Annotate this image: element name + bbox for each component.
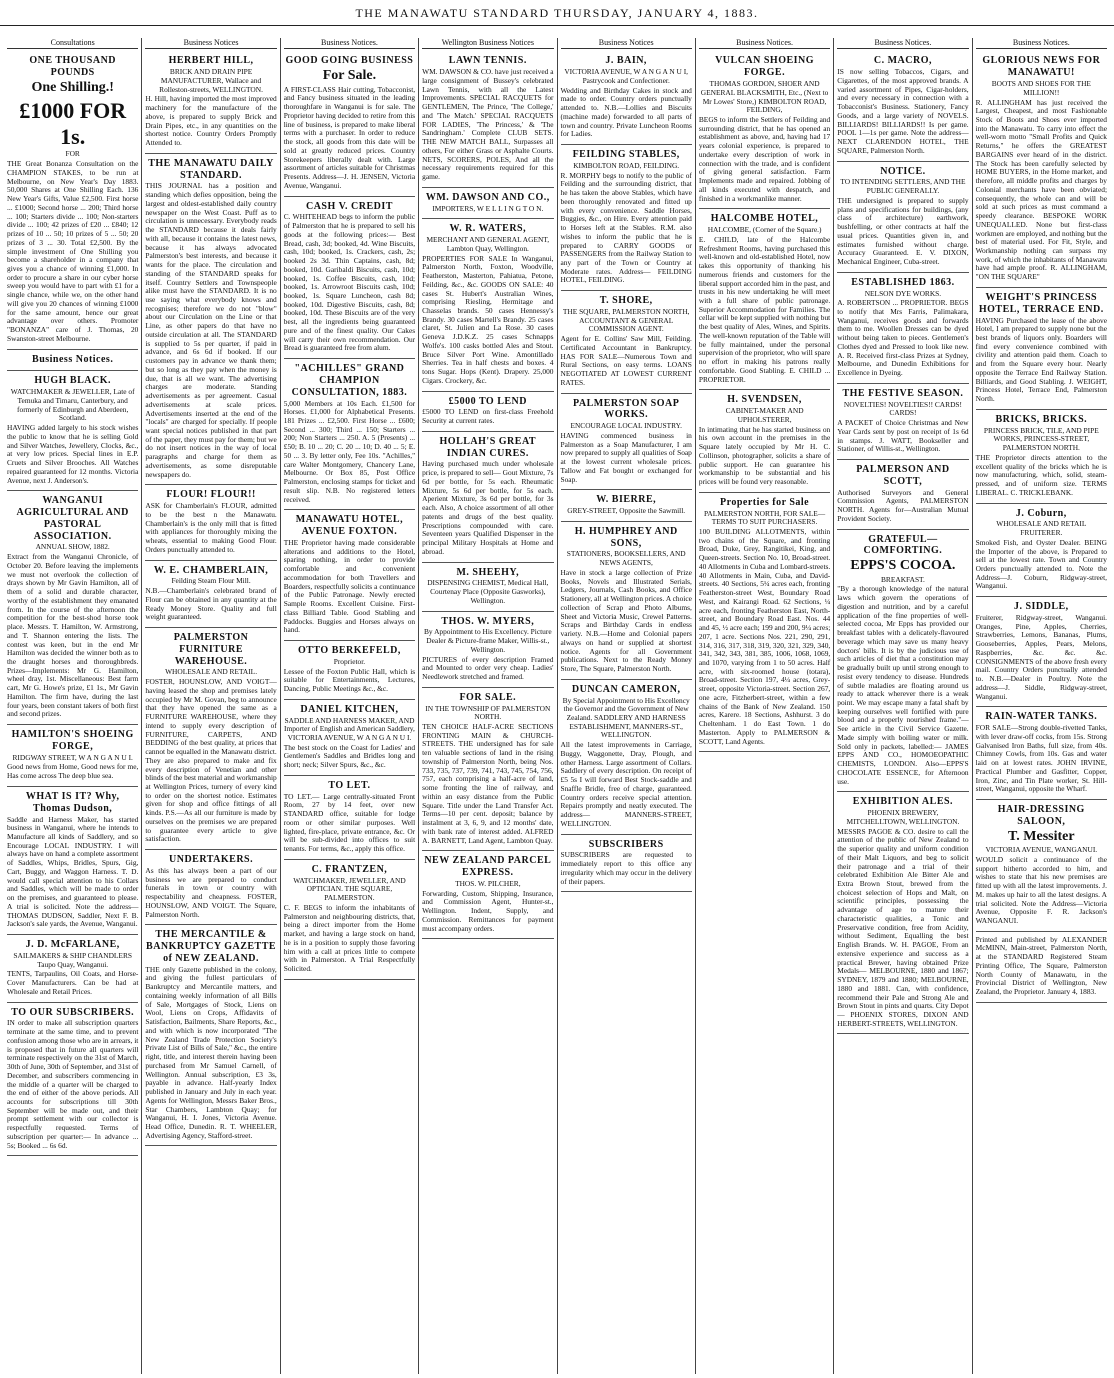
advertisement [561, 145, 692, 291]
ad-heading: W. R. WATERS, [449, 223, 527, 235]
ad-subheading: TO INTENDING SETTLERS, AND THE PUBLIC GENERALLY. [840, 177, 966, 196]
ad-heading: PALMERSTON FURNITURE WAREHOUSE. [173, 632, 249, 667]
ad-heading: W. BIERRE, [596, 494, 657, 506]
ad-body: MESSRS PAGOE & CO. desire to call the attention of the public of New Zealand to the superior quality and uniform condition of their Malt Liquors, and beg to solicit their patronage and a trial of their celebrated Exhibition Ale Bitter Ale and Extra Brown Stout, brewed from the choicest selection of Hops and Malt, on scientific principles, possessing the advantage of age to mature their characteristic qualities, a Tonic and Preservative condition, free from Acidity, without Sediment, Equalling the best English Brands. W. H. PAGOE, From an extensive experience and success as a practical Brewer, having obtained Prize Medals— MELBOURNE, 1880 and 1867; SYDNEY, 1879 and 1880; MELBOURNE, 1880 and 1881. Can, with confidence, recommend their Pale and Strong Ale and Brown Stout in pints and quarts. City Depot— PHOENIX STORES, DIXON AND HERBERT-STREETS, WELLINGTON. [837, 826, 969, 1028]
column-header: Business Notices. [284, 38, 415, 49]
advertisement [7, 491, 138, 725]
ad-body: IS now selling Tobaccos, Cigars, and Cigarettes, of the most approved brands. A varied assortment of Pipes, Cigar-holders, and every necessary in connection with a Tobacconist's Business. Stationery, Fancy Goods, and a large variety of NOVELS. BILLIARDS! BILLIARDS!! Is per game. POOL 1—1s per game. Note the address— NEXT CLARENDON HOTEL, THE SQUARE, Palmerston North. [837, 67, 969, 155]
advertisement [284, 197, 415, 360]
ad-body: Saddle and Harness Maker, has started business in Wanganui, where he intends to Manufacture all kinds of Saddlery, and so Encourage LOCAL INDUSTRY. I will always have on hand a complete assortment of Saddles, Whips, Bridles, Spurs, Gig, Cart, Buggy, and Waggon Harness. T. D. would call special attention to his Collars and Saddles, which will be made to order on the premises, and guaranteed to please. A trial is solicited. Note the address— THOMAS DUDSON, Saddler, Next F. B. Jackson's sale yards, the Avenue, Wanganui. [7, 814, 139, 929]
advertisement [561, 835, 692, 893]
advertisement [976, 932, 1107, 1003]
ad-heading: CASH V. CREDIT [305, 200, 393, 212]
ad-heading: DUNCAN CAMERON, [571, 683, 681, 695]
column-header: Business Notices [561, 38, 692, 49]
ad-heading: ESTABLISHED 1863. [851, 276, 955, 288]
ad-heading: "ACHILLES" GRAND CHAMPION CONSULTATION, 1883. [291, 363, 408, 398]
ad-heading: PALMERSON AND SCOTT, [856, 464, 950, 487]
ad-heading: WEIGHT'S PRINCESS HOTEL, TERRACE END. [978, 291, 1104, 315]
ad-body: Agent for E. Collins' Saw Mill, Feilding. Certificated Accountant in Bankruptcy. HAS FOR SALE—Numerous Town and Rural Sections, on easy terms. LOANS NEGOTIATED AT LOWEST CURRENT RATES. [560, 334, 692, 387]
ad-body: IN order to make all subscription quarters terminate at the same time, and to prevent confusion among those who are in arrears, it is proposed that in future all quarters will terminate respectively on the 31st of March, 30th of June, 30th of September, and 31st of December, and subscribers commencing in the middle of a quarter will be charged to the end of either of the above periods. All accounts for subscriptions till 30th September will be made out, and their prompt settlement with our collector is respectfully requested. Terms of subscription per quarter:— In advance ... 5s; Booked ... 6s 6d. [7, 1018, 139, 1150]
ad-body: WM. DAWSON & CO. have just received a large consignment of Bussey's celebrated Lawn Tennis, with all the Latest Improvements. SPECIAL RACQUETS for GENTLEMEN, The Prince, 'The College,' and 'The Match.' SPECIAL RACQUETS FOR LADIES, 'The Princess,' & 'The Sandringham.' Complete CLUB SETS. THE NEW MATCH BALL, Surpasses all others, For either Grass or Asphalte Courts. NETS, SCORERS, POLES, And all the necessary requirements required for this game. [422, 67, 554, 182]
ad-body: A FIRST-CLASS Hair cutting, Tobacconist, and Fancy business situated in the leading thoroughfare in Wanganui is for sale. The Proprietor having decided to retire from this line of business, is prepared to make liberal terms with a purchaser. In order to reduce the stock, all goods from this date will be sold at greatly reduced prices. Country Storekeepers liberally dealt with. Large assortment of articles suitable for Christmas Presents. Address—J. H. JENSEN, Victoria Avenue, Wanganui. [283, 84, 416, 190]
ad-heading: VULCAN SHOEING FORGE. [715, 55, 815, 79]
ad-body: TO LET.— Large centrally-situated Front Room, 27 by 14 feet, over new STANDARD office, suitable for lodge room or other similar purposes. Well lighted, fire-place, private entrance, &c. Or will be sub-divided into offices to suit tenants. For terms, &c., apply this office. [283, 791, 416, 854]
ad-body: £5000 TO LEND on first-class Freehold Security at current rates. [422, 407, 554, 426]
ad-heading: WANGANUI AGRICULTURAL AND PASTORAL ASSOCIATION. [16, 495, 129, 542]
ad-body: R. MORPHY begs to notify to the public of Feilding and the surrounding district, that he has taken the above Stables, which have been thoroughly renovated and fitted up with every convenience. Saddle Horses, Buggies, &c., on Hire. Every attention paid to Horses left at the Stables. R.M. also wishes to inform the public that he is prepared to CARRY GOODS or PASSENGERS from the Railway Station to any part of the Town or Country at Moderate rates. Address— FEILDING HOTEL, FEILDING. [560, 170, 692, 285]
ad-subheading: THE SQUARE, PALMERSTON NORTH, ACCOUNTANT & GENERAL COMMISSION AGENT. [562, 306, 690, 334]
advertisement [145, 850, 276, 925]
ad-heading: OTTO BERKEFELD, [297, 644, 401, 656]
advertisement [699, 51, 830, 209]
ad-heading: THOS. W. MYERS, [441, 615, 535, 627]
masthead: THE MANAWATU STANDARD THURSDAY, JANUARY 4, 1883. [0, 0, 1114, 26]
ad-subheading: ANNUAL SHOW, 1882. [35, 542, 110, 552]
ad-subheading: DISPENSING CHEMIST, Medical Hall, Courtenay Place (Opposite Gasworks), Wellington. [427, 578, 549, 605]
advertisement [837, 51, 968, 161]
ad-heading: FEILDING STABLES, [572, 149, 680, 161]
ad-body: HAVING commenced business in Palmerston as a Soap Manufacturer, I am now prepared to supply all qualities of Soap at the lowest current wholesale prices. Tallow and Fat bought or exchanged for Soap. [560, 430, 692, 484]
ad-heading: GOOD GOING BUSINESS [285, 55, 414, 67]
ad-body: HAVING added largely to his stock wishes the public to know that he is selling Gold and Silver Watches, Jewellery, Clocks, &c., at very low prices. Special lines in E.P. Cruets and Silver Brooches. All Watches repaired guaranteed for 12 months. Victoria Avenue, next J. Anderson's. [7, 423, 139, 485]
ad-heading: RAIN-WATER TANKS. [985, 711, 1098, 723]
ad-body: H. Hill, having imported the most improved machinery for the manufacture of the above, is prepared to supply Brick and Drain Pipes, etc., in any quantities on the shortest notice. Country Orders Promptly Attended to. [145, 94, 277, 148]
ad-display-heading: For Sale. [322, 68, 377, 84]
advertisement [561, 291, 692, 393]
ad-heading: EXHIBITION ALES. [852, 796, 954, 808]
column-5 [558, 38, 696, 1374]
ad-heading: PALMERSTON SOAP WORKS. [573, 397, 680, 421]
advertisement [561, 522, 692, 680]
advertisement [7, 350, 138, 372]
ad-body: "By a thorough knowledge of the natural laws which govern the operations of digestion and nutrition, and by a careful application of the fine properties of well-selected cocoa, Mr Epps has provided our breakfast tables with a delicately-flavoured beverage which may save us many heavy doctors' bills. It is by the judicious use of such articles of diet that a constitution may be gradually built up until strong enough to resist every tendency to disease. Hundreds of subtle maladies are floating around us ready to attack wherever there is a weak point. We may escape many a fatal shaft by keeping ourselves well fortified with pure blood and a properly nourished frame."—See article in the Civil Service Gazette. Made simply with boiling water or milk. Sold only in packets, labelled:— JAMES EPPS AND CO., HOMOEOPATHIC CHEMISTS, LONDON. Also—EPPS'S CHOCOLATE ESSENCE, for Afternoon use. [837, 584, 969, 786]
ad-heading: GLORIOUS NEWS FOR MANAWATU! [982, 55, 1101, 79]
ad-subheading: WHOLESALE AND RETAIL. [165, 667, 258, 677]
columns-container [4, 38, 1110, 1374]
ad-body: ASK for Chamberlain's FLOUR, admitted to be the best n the Manawatu. Chamberlain's is the only mill that is fitted with appliances for thoroughly mixing the wheats, essential to making Good Flour. Orders punctually attended to. [145, 501, 277, 554]
ad-heading: £5000 TO LEND [448, 395, 527, 407]
ad-subheading: VICTORIA AVENUE, W A N G A N U I, Pastrycook and Confectioner. [564, 67, 689, 85]
advertisement [699, 209, 830, 390]
ad-heading: WM. DAWSON AND CO., [425, 191, 550, 203]
ad-subheading: PRINCESS BRICK, TILE, AND PIPE WORKS, PRINCESS-STREET, PALMERSTON NORTH. [983, 425, 1099, 453]
ad-body: Smoked Fish, and Oyster Dealer. BEING the Importer of the above, is Prepared to sell at the lowest rate. Town and Country Orders punctually attended to. Note the Address—J. Coburn, Ridgway-street, Wanganui. [975, 537, 1107, 591]
ad-body: SUBSCRIBERS are requested to immediately report to this office any irregularity which may occur in the delivery of their papers. [560, 850, 692, 886]
advertisement [145, 154, 276, 486]
ad-heading: GRATEFUL—COMFORTING. [863, 533, 943, 557]
ad-heading: THE MERCANTILE & BANKRUPTCY GAZETTE of NEW ZEALAND. [146, 929, 277, 964]
ad-body: THE Proprietor having made considerable alterations and additions to the Hotel, sparing nothing, in order to provide comfortable and convenient accommodation for both Travellers and Boarders, respectfully solicits a continuance of the Public Patronage. Newly erected Sample Rooms. Excellent Cuisine. First-class Billiard Table. Good Stabling and Paddocks. Buggies and Horses always on hand. [283, 537, 416, 635]
ad-heading: HERBERT HILL, [168, 55, 254, 67]
ad-body: All the latest improvements in Carriage, Buggy, Waggonette, Dray, Plough, and other Harness. Large assortment of Collars. Saddlery of every description. On receipt of £5 5s I will forward Best Stock-saddle and Snaffle Bridle, free of charge, guaranteed. Country orders receive special attention. Repairs promptly and neatly executed. The address— MANNERS-STREET, WELLINGTON. [560, 740, 692, 828]
ad-body: Have in stock a large collection of Prize Books, Novels and Illustrated Serials, Ledgers, Journals, Cash Books, and Office Stationery, all at Wellington prices. A choice collection of Scrap and Photo Albums, Sheet and Victoria Music, Crewel Patterns. Scraps and Birthday Cards in endless variety. N.B.—Home and Colonial papers always on hand or supplied at shortest notice. Agents for all Government publications. Next to the Ready Money Store, The Square, Palmerston North. [560, 567, 692, 673]
advertisement [422, 188, 553, 220]
ad-heading: C. FRANTZEN, [311, 863, 388, 875]
advertisement [284, 510, 415, 641]
ad-heading: Properties for Sale [720, 496, 810, 508]
ad-display-heading: T. Messiter [1008, 828, 1075, 844]
advertisement [561, 680, 692, 835]
ad-body: Having purchased much under wholesale price, is prepared to sell— Gout Mixture, 7s 6d per bottle, for 5s each. Rheumatic Mixture, 5s 6d per bottle, for 5s each. Aperient Mixture, 3s 6d per bottle, for 3s each. Also, A choice assortment of all other patents and drugs of the best quality. Prescriptions compounded with care. Seventeen years Qualified Dispenser in the principal Military Hospitals at Home and abroad. [422, 459, 554, 556]
advertisement [976, 51, 1107, 287]
ad-subheading: By Special Appointment to His Excellency the Governor and the Government of New Zealand. SADDLERY AND HARNESS ESTABLISHMENT, MANNERS-ST., WELLINGTON. [562, 695, 690, 740]
advertisement [284, 860, 415, 980]
ad-heading: J. BAIN, [605, 55, 647, 67]
ad-body: TEN CHOICE HALF-ACRE SECTIONS FRONTING MAIN & CHURCH-STREETS. THE undersigned has for sale ten valuable sections of land in the rising township of Palmerston North, being Nos. 733, 735, 737, 739, 741, 743, 745, 754, 756, 757, each comprising a half-acre of land, some fronting the line of railway, and within an easy distance from the Public Square. Title under the Land Transfer Act. Terms—10 per cent. deposit; balance by instalment at 3, 6, 9, and 12 months' date, with bank rate of interest added. ALFRED A. BARNETT, Land Agent, Lambton Quay. [422, 722, 554, 845]
column-6 [696, 38, 834, 1374]
column-header: Business Notices. [837, 38, 968, 49]
advertisement [837, 162, 968, 273]
ad-subheading: STATIONERS, BOOKSELLERS, AND NEWS AGENTS, [566, 549, 686, 568]
ad-subheading: HALCOMBE, (Corner of the Square.) [707, 225, 822, 235]
ad-subheading: FOR [65, 149, 80, 159]
ad-heading: W. E. CHAMBERLAIN, [153, 564, 269, 576]
ad-body: PICTURES of every description Framed and Mounted to order very cheap. Ladies' Needlework stretched and framed. [422, 654, 554, 681]
ad-subheading: Proprietor. [333, 656, 366, 666]
advertisement [422, 612, 553, 688]
ad-display-heading: EPPS'S COCOA. [850, 558, 956, 574]
ad-heading: UNDERTAKERS. [169, 854, 254, 866]
ad-heading: NOTICE. [880, 165, 926, 177]
ad-subheading: PALMERSTON NORTH, FOR SALE—TERMS TO SUIT PURCHASERS. [704, 508, 826, 527]
advertisement [837, 273, 968, 384]
advertisement [7, 787, 138, 935]
ad-heading: TO LET. [328, 779, 371, 791]
ad-body: FOR SALE—Strong double-rivetted Tanks, with lever draw-off cocks, from 15s. Strong Galvanised Iron Baths, full size, from 40s. Chimney Cowls, from 10s. Gas and water laid on at lowest rates. JOHN IRVINE, Practical Plumber and Gasfitter, Copper, Iron, Zinc, and Tin Plate worker, St. Hill-street, Wanganui, opposite the Wharf. [975, 723, 1107, 794]
ad-body: THE Great Bonanza Consultation on the CHAMPION STAKES, to be run at Melbourne, on New Year's Day 1883. 50,000 Shares at One Shilling Each. 136 New Year's Gifts, Value £2,500. First horse ... £1000; Second horse ... 200; Third horse ... 100; Starters divide ... 100; Non-starters divide ... 100; 42 prizes of £20 ... £840; 12 prizes of 10 ... 50; 10 prizes of 5 ... 50; 20 prizes of 3 ... 30. Total £2,500. By the simple investment of One Shilling you become a shareholder in a company that gives you a chance of winning £1,000. In order to procure a share in our cyber horse sweep you would have to part with £1 for a single chance, while we, on the other hand will give you 20 chances of winning £1000 for the same amount, hence our great advantage over others. Promoter "BONANZA" care of J. Thomas, 20 Swanston-street Melbourne. [7, 159, 139, 343]
column-2 [142, 38, 280, 1374]
advertisement [976, 504, 1107, 598]
ad-heading: WHAT IS IT? Why, Thomas Dudson, [25, 790, 120, 814]
ad-subheading: IMPORTERS, W E L L I N G T O N. [432, 203, 544, 213]
ad-subheading: WATCHMAKER, JEWELLER, AND OPTICIAN. THE SQUARE, PALMERSTON. [293, 875, 406, 903]
advertisement [145, 51, 276, 153]
ad-heading: HAMILTON'S SHOEING FORGE, [11, 729, 134, 752]
ad-display-heading: One Shilling.! [31, 80, 114, 96]
ad-heading: BRICKS, BRICKS. [995, 413, 1088, 425]
advertisement [422, 219, 553, 391]
ad-subheading: KIMBOLTON ROAD, FEILDING. [573, 160, 680, 170]
ad-heading: ONE THOUSAND POUNDS [29, 55, 117, 79]
advertisement [561, 51, 692, 145]
ad-body: Fruiterer, Ridgway-street, Wanganui. Oranges, Pine, Apples, Cherries, Strawberries, Lemons, Bananas, Plums, Gooseberries, Apples, Pears, Melons, Raspberries, &c. &c. &c. CONSIGNMENTS of the above fresh every mail. Country Orders punctually attended to. N.B.—Dealer in Poultry. Note the address—J. Siddle, Ridgway-street, Wanganui. [975, 613, 1107, 701]
ad-subheading: Feilding Steam Flour Mill. [171, 576, 251, 586]
ad-subheading: SADDLE AND HARNESS MAKER, AND Importer of English and American Saddlery, VICTORIA AVENUE, W A N G A N U I. [284, 715, 415, 742]
ad-subheading: CABINET-MAKER AND UPHOLSTERER, [725, 406, 804, 424]
advertisement [976, 707, 1107, 800]
ad-body: A. ROBERTSON ... PROPRIETOR. BEGS to notify that Mrs Farris, Palimakara, Wanganui, receives goods and forwards them to me. Woollen Dresses can be dyed without being taken to pieces. Gentlemen's Clothes dyed and Pressed to look like new. A. R. Received first-class Prizes at Sydney, Melbourne, and Dunedin Exhibitions for Excellence in Dyeing. [837, 298, 969, 378]
ad-heading: J. Coburn, [1015, 507, 1067, 519]
advertisement [422, 51, 553, 187]
advertisement [145, 561, 276, 628]
ad-heading: FOR SALE. [459, 691, 517, 703]
ad-heading: HUGH BLACK. [34, 375, 111, 387]
ad-subheading: SAILMAKERS & SHIP CHANDLERS Taupo Quay, Wanganui. [13, 950, 132, 969]
advertisement [422, 563, 553, 612]
ad-subheading: NOVELTIES! NOVELTIES!! CARDS! CARDS! [843, 399, 962, 418]
advertisement [7, 51, 138, 349]
advertisement [837, 530, 968, 793]
column-7 [834, 38, 972, 1374]
ad-body: As this has always been a part of our business we are prepared to conduct funerals in town or country with respectability and cheapness. FOSTER, HOUNSLOW, AND VOIGT. The Square, Palmerston North. [145, 865, 277, 919]
ad-body: THE undersigned is prepared to supply plans and specifications for buildings, (any class of architecture) earthwork, bushfelling, or other contracts at half the usual prices. Quantities given in, and estimates furnished without charge. Accuracy Guaranteed. E. V. DIXON, Mechanical Engineer, Cuba-street. [837, 195, 969, 266]
advertisement [7, 371, 138, 491]
ad-heading: DANIEL KITCHEN, [300, 703, 399, 715]
ad-subheading: VICTORIA AVENUE, WANGANUI. [985, 845, 1098, 855]
advertisement [284, 776, 415, 860]
ad-subheading: ENCOURAGE LOCAL INDUSTRY. [570, 421, 682, 431]
advertisement [7, 935, 138, 1002]
ad-heading: C. MACRO, [873, 55, 932, 67]
ad-body: WOULD solicit a continuance of the support hitherto accorded to him, and wishes to state that his new premises are fitted up with all the latest improvements. J. M. makes up hair to all the latest designs. A trial solicited. Note the Address—Victoria Avenue, Opposite F. R. Jackson's WANGANUI. [975, 854, 1107, 925]
ad-body: R. ALLINGHAM has just received the Largest, Cheapest, and most Fashionable Stock of Boots and Shoes ever imported into the Manawatu. To carry into effect the well-worn motto "Small Profits and Quick Returns," he offers the GREATEST BARGAINS ever heard of in the district. The Stock has been carefully selected by HOME BUYERS, in the Home market, and therefore, all middle profits and charges by Colonial merchants have been obviated; consequently, the whole can and will be sold at such prices as must command a speedy clearance. BESPOKE WORK UNEQUALLED. None but first-class workmen are employed, and nothing but the best of material used. For Fit, Style, and Workmanship nothing can surpass my work, of which the inhabitants of Manawatu have had ample proof. R. ALLINGHAM, "ON THE SQUARE" [975, 97, 1107, 282]
ad-body: Printed and published by ALEXANDER McMINN, Main-street, Palmerston North, at the STANDARD Registered Steam Printing Office, The Square, Palmerston North County of Manawatu, in the Provincial District of Wellington, New Zealand, the Proprietor. January 4, 1883. [975, 934, 1107, 997]
ad-body: The best stock on the Coast for Ladies' and Gentlemen's Saddles and Bridles long and short; neck; Silver Spurs, &c., &c. [283, 742, 416, 770]
ad-subheading: BRICK AND DRAIN PIPE MANUFACTURER, Wallace and Rolleston-streets, WELLINGTON. [159, 67, 263, 94]
ad-body: Good news from Home, Good news for me, Has come across The deep blue sea. [7, 762, 139, 781]
ad-body: BEGS to inform the Settlers of Feilding and surrounding district, that he has opened an establishment as above, and, having had 17 years colonial experience, is prepared to undertake every description of work in connection with the trade, and is confident of giving general satisfaction. Farm Implements made and repaired. Jobbing of all kinds executed with despatch, and finished in a workmanlike manner. [698, 114, 831, 203]
ad-body: Authorised Surveyors and General Commission Agents, PALMERSTON NORTH. Agents for—Australian Mutual Provident Society. [837, 487, 969, 523]
advertisement [561, 394, 692, 491]
column-header: Business Notices [145, 38, 276, 49]
advertisement [976, 410, 1107, 504]
advertisement [837, 384, 968, 460]
ad-body: N.B.—Chamberlain's celebrated brand of Flour can be obtained in any quantity at the Ready Money Store. Quality and full weight guaranteed. [145, 586, 277, 622]
ad-heading: HOLLAH'S GREAT INDIAN CURES. [439, 435, 537, 459]
ad-heading: HALCOMBE HOTEL, [710, 213, 819, 225]
ad-subheading: NELSON DYE WORKS. [864, 288, 942, 298]
advertisement [976, 597, 1107, 707]
ad-heading: HAIR-DRESSING SALOON, [997, 804, 1085, 827]
column-header: Consultations [7, 38, 138, 49]
ad-body: FOSTER, HOUNSLOW, AND VOIGT—having leased the shop and premises lately occupied by Mr M. Govan, beg to announce that they have opened the same as a FURNITURE WAREHOUSE, where they intend to supply every description of FURNITURE, CARPETS, AND BEDDING of the best quality, at prices that cannot be equalled in the Manawatu district. They are also prepared to make and fix every description of Venetian and other blinds of the best material and workmanship at Wellington Prices, turnery of every kind to order on the shortest notice. Estimates given for shop and office fittings of all kinds. P.S.—As all our furniture is made by ourselves on the premises we are prepared to guarantee every article to give satisfaction. [145, 677, 277, 844]
ad-body: In intimating that he has started business on his own account in the premises in the Square lately occupied by Mr H. C. Collinson, photographer, solicits a share of public support. He can guarantee his workmanship to be substantial and his prices will be found very reasonable. [698, 424, 831, 486]
advertisement [284, 51, 415, 196]
advertisement [145, 925, 276, 1146]
ad-heading: THE MANAWATU DAILY STANDARD. [148, 157, 274, 181]
ad-heading: NEW ZEALAND PARCEL EXPRESS. [424, 855, 552, 879]
ad-subheading: WATCHMAKER & JEWELLER, Late of Temuka and Timaru, Canterbury, and formerly of Edinburgh and Aberdeen, Scotland. [10, 387, 135, 423]
ad-body: PROPERTIES FOR SALE In Wanganui, Palmerston North, Foxton, Woodville, Featherston, Masterton, Pahiatua, Petone, Feilding, &c., &c. GOODS ON SALE: 40 cases St. Hubert's Australian Wines, comprising Riesling, Hermitage and Chasselas brands. 50 cases Hennessy's Brandy. 30 cases Martell's Brandy. 25 cases claret, St. Julien and La Rose. 30 cases Geneva J.D.K.Z. 25 cases Schnapps Wolfe's. 100 casks bottled Ales and Stout. Bruce Silver Port Wine. Amontillado Sherries. Tea in half chests and boxes. 4 tons Sugar. Hops (Kent). Drapery. 25,000 Cigars. Crockery, &c. [422, 253, 554, 385]
ad-heading: Business Notices. [32, 353, 114, 365]
ad-heading: H. HUMPHREY AND SONS, [574, 525, 678, 549]
column-8 [973, 38, 1110, 1374]
ad-heading: FLOUR! FLOUR!! [166, 489, 256, 501]
advertisement [145, 485, 276, 560]
ad-body: Lessee of the Foxton Public Hall, which is suitable for Entertainments, Lectures, Dancing, Public Meetings &c., &c. [283, 666, 416, 693]
ad-body: Extract from the Wanganui Chronicle, of October 20. Before leaving the implements we must not overlook the collection of drays shown by Mr Gavin Hamilton, all of them of a solid and durable character, worthy of the establishment they emanated from. In the course of the afternoon the competition for the best-shod horse took place. Messrs. T. Hamilton, W. Armstrong, and T. Shannon entering the lists. The contest was keen, but in the end Mr Hamilton was decided the winner both as to the draught horses and thoroughbreds. Prizes—Implements: Mr G. Hamilton, wheel dray, 1st. Miscellaneous: Best farm cart, Mr G. Howe's prize, £1 1s., Mr Gavin Hamilton. The firm have, during the last four years, been constant takers of both first and second prizes. [7, 552, 139, 719]
ad-subheading: BREAKFAST. [881, 574, 925, 584]
ad-body: HAVING Purchased the lease of the above Hotel, I am prepared to supply none but the best brands of liquors only. Boarders will find every convenience combined with civility and attention paid them. Coach to and from the Square every hour. Nearly opposite the Terrace End Railway Station. Billiards, and Good Stabling. J. WEIGHT, Princess Hotel, Terrace End, Palmerston North. [975, 315, 1107, 404]
ad-heading: SUBSCRIBERS [588, 838, 664, 850]
column-1 [4, 38, 142, 1374]
advertisement [422, 688, 553, 852]
advertisement [7, 725, 138, 787]
column-header: Wellington Business Notices [422, 38, 553, 49]
column-header: Business Notices. [699, 38, 830, 49]
ad-subheading: THOS. W. PILCHER, [455, 878, 521, 888]
ad-subheading: RIDGWAY STREET, W A N G A N U I. [12, 752, 133, 762]
advertisement [145, 628, 276, 850]
advertisement [561, 490, 692, 522]
ad-heading: J. D. McFARLANE, [25, 939, 120, 951]
advertisement [699, 493, 830, 753]
ad-subheading: IN THE TOWNSHIP OF PALMERSTON NORTH. [425, 703, 551, 722]
advertisement [284, 641, 415, 700]
ad-body: E. CHILD, late of the Halcombe Refreshment Rooms, having purchased this well-known and old-established Hotel, now takes this opportunity of thanking his numerous friends and customers for the liberal support accorded him in the past, and trusts in his new undertaking he will meet with a full share of public patronage. Superior Accommodation for Families. The cellar will be kept supplied with nothing but the best quality of Ales, Wines, and Spirits. The well-known reputation of the Table will be fully maintained, under the personal supervision of the proprietor, who will spare no effort in making his patrons really comfortable. Good Stabling. E. CHILD ... PROPRIETOR. [698, 234, 831, 384]
ad-subheading: MERCHANT AND GENERAL AGENT, Lambton Quay, Wellington. [426, 235, 550, 253]
ad-body: 100 BUILDING ALLOTMENTS, within two chains of the Square, and fronting Broad, Duke, Grey, Rangitikei, King, and Queen-streets. Section No. 10, Broad-street. 40 Allotments in Cuba and Lombard-streets. 40 Allotments in Main, Cuba, and David-streets. 40 Sections, 5¼ acres each, fronting Featherston-street West, Boundary Road West, and Kairangi Road. 62 Sections, ¼ acre each, fronting Featherston East, North-street, and Boundary Road East. Nos. 44 and 45, ½ acre each; 199 and 200, 9¼ acres; 207, 1 acre. Sections Nos. 221, 290, 291, 314, 316, 317, 318, 319, 320, 321, 329, 340, 341, 342, 343, 381, 385, 1006, 1068, 1069, and 1070, varying from 1 to 50 acres. Half acre, with six-roomed house (totara), Broad-street. Section 197, 4¼ acres, Grey-street, opposite Victoria-street. Section 267, one acre, Fitzherbert-street, within a few chains of the Bank of New Zealand. 150 acres, Karere. 18 Sections, Ashhurst. 3 do Cheltenham. 1 do East Town. 1 do Masterton. Apply to PALMERSON & SCOTT, Land Agents. [698, 527, 831, 746]
ad-heading: J. SIDDLE, [1013, 601, 1069, 613]
column-3 [281, 38, 419, 1374]
ad-body: TENTS, Tarpaulins, Oil Coats, and Horse-Cover Manufacturers. Can be had at Wholesale and Retail Prices. [7, 969, 139, 996]
advertisement [422, 392, 553, 432]
column-4 [419, 38, 557, 1374]
advertisement [422, 851, 553, 939]
ad-large-heading: £1000 FOR 1s. [19, 97, 127, 149]
ad-heading: H. SVENDSEN, [727, 394, 802, 406]
advertisement [422, 432, 553, 563]
advertisement [837, 460, 968, 530]
advertisement [284, 359, 415, 510]
ad-subheading: BOOTS AND SHOES FOR THE MILLION!! [991, 79, 1091, 97]
ad-body: THE Proprietor directs attention to the excellent quality of the bricks which he is now manufacturing, which, solid, steam-pressed, and of uniform size. TERMS LIBERAL. C. TRICKLEBANK. [975, 452, 1107, 497]
ad-body: THE only Gazette published in the colony, and giving the fullest particulars of Bankruptcy and Mercantile matters, and containing weekly information of all Bills of Sale, Mortgages of Stock, Liens on Wool, Liens on Crops, Affidavits of Satisfaction, Bailments, Share Reports, &c., and with which is now incorporated "The New Zealand Trade Protection Society's Private List of Bills of Sale," &c., the entire right, title, and interest therein having been purchased from Mr Samuel Carnell, of Wellington. Annual subscription, £3 3s, payable in advance. Half-yearly Index published in January and July in each year. Agents for Wellington, Messrs Baker Bros., Star Chambers, Lambton Quay; for Wanganui, H. I. Jones, Victoria Avenue. Head Office, Dunedin. R. T. WHEELER, Advertising Agency, Stafford-street. [145, 964, 277, 1140]
ad-heading: THE FESTIVE SEASON. [842, 387, 964, 399]
ad-subheading: WHOLESALE AND RETAIL FRUITERER. [996, 519, 1087, 538]
advertisement [7, 1003, 138, 1157]
ad-heading: TO OUR SUBSCRIBERS. [11, 1006, 135, 1018]
ad-heading: LAWN TENNIS. [448, 55, 527, 67]
advertisement [284, 700, 415, 776]
ad-subheading: By Appointment to His Excellency. Picture Dealer & Picture-frame Maker, Willis-st., Wellington. [424, 627, 552, 654]
ad-subheading: THOMAS GORDON, SHOER AND GENERAL BLACKSMITH, Etc., (Next to Mr Lowes' Store,) KIMBOLTON ROAD, FEILDING, [700, 79, 829, 115]
ad-body: A PACKET of Choice Christmas and New Year Cards sent by post on receipt of 1s 6d in stamps. J. WATT, Bookseller and Stationer, of Willis-st., Wellington. [837, 418, 969, 454]
ad-body: 5,000 Members at 10s Each. £1,500 for Horses. £1,000 for Alphabetical Presents. 181 Prizes ... £2,500. First Horse ... £600; Second ... 300; Third ... 150; Starters ... 200; Non Starters ... 250. A. 5 (Presents) ... £50; B. 10 ... 20; C. 20 ... 10; D. 40 ... 5; E. 50 ... 3. By letter only, Fee 10s. "Achilles," care Walter Montgomery, Chancery Lane, Melbourne. Or Box 85, Post Office Palmerston, enclosing stamps for ticket and result slip. N.B. No registered letters received. [283, 398, 416, 504]
column-header: Business Notices. [976, 38, 1107, 49]
ad-heading: MANAWATU HOTEL, AVENUE FOXTON. [295, 514, 404, 538]
ad-subheading: GREY-STREET, Opposite the Sawmill. [567, 506, 686, 516]
ad-body: Wedding and Birthday Cakes in stock and made to order. Country orders punctually attended to. N.B.—Lollies and Biscuits (machine made) forwarded to all parts of town and country. Private Luncheon Rooms for Ladies. [560, 85, 692, 139]
ad-heading: T. SHORE, [599, 295, 653, 307]
advertisement [976, 288, 1107, 410]
ad-subheading: PHOENIX BREWERY, MITCHELLTOWN, WELLINGTON. [846, 808, 960, 826]
ad-body: Forwarding, Custom, Shipping, Insurance, and Commission Agent, Hunter-st., Wellington. Indent, Supply, and Commission. Remittances for payment must accompany orders. [422, 888, 554, 933]
ad-body: C. WHITEHEAD begs to inform the public of Palmerston that he is prepared to sell his goods at the following prices:— Best Bread, cash, 3d; booked, 4d. Wine Biscuits, cash, 10d; booked, 1s. Crackers, cash, 2s; booked 2s 3d. Thin Captains, cash, 8d; booked, 10d. Garibaldi Biscuits, cash, 10d; booked, 1s. Coffee Biscuits, cash, 10d; booked, 1s. Arrowroot Biscuits cash, 10d; booked, 1s. Square Luncheon, cash 8d; booked, 10d. Digestive Biscuits, cash, 8d; booked, 10d. These Biscuits are of the very best, all the ingredients being guaranteed pure and of the finest quality. Our Cakes will carry their own recommendation. Our Bread is guaranteed free from alum. [283, 212, 416, 353]
advertisement [976, 800, 1107, 932]
ad-heading: M. SHEEHY, [456, 566, 520, 578]
advertisement [699, 390, 830, 492]
advertisement [837, 792, 968, 1034]
ad-body: C. F. BEGS to inform the inhabitants of Palmerston and neighbouring districts, that, being a direct importer from the Home market, and having a large stock on hand, he is in a position to supply those favoring him with a call at prices little to compete with in Palmerston. A Trial Respectfully Solicited. [283, 902, 416, 973]
ad-body: THIS JOURNAL has a position and standing which defies opposition, being the largest and oldest-established daily country newspaper on the West Coast. Puff as to circulation is unnecessary. Everybody reads the STANDARD because it deals fairly with all, because it contains the latest news, because it has always advocated Palmerston's best interests, and because it wants for the place. The circulation and standing of the STANDARD speaks for itself. Country Settlers and Townspeople alike must have the STANDARD. It is no use saying what everybody knows and recognises; therefore we do not "blow" about our Circulation on the Line or that Line, as other papers do that have no outside circulation at all. The STANDARD is supplied to 5s per quarter, if paid in advance, and 6s 6d if booked. If our customers pay in advance we thank them; but so long as they pay when the money is due, that is all we want. The advertising charges are moderate. Standing advertisements as per agreement. Casual advertisements at scale prices. Advertisements inserted at the end of the "locals" are charged for specially. If people want special notices published in that part of the paper, they must pay for them; but we do not insert notices in the way of local paragraphs and charge for them as advertisements, as some disreputable newspapers do. [145, 181, 277, 479]
